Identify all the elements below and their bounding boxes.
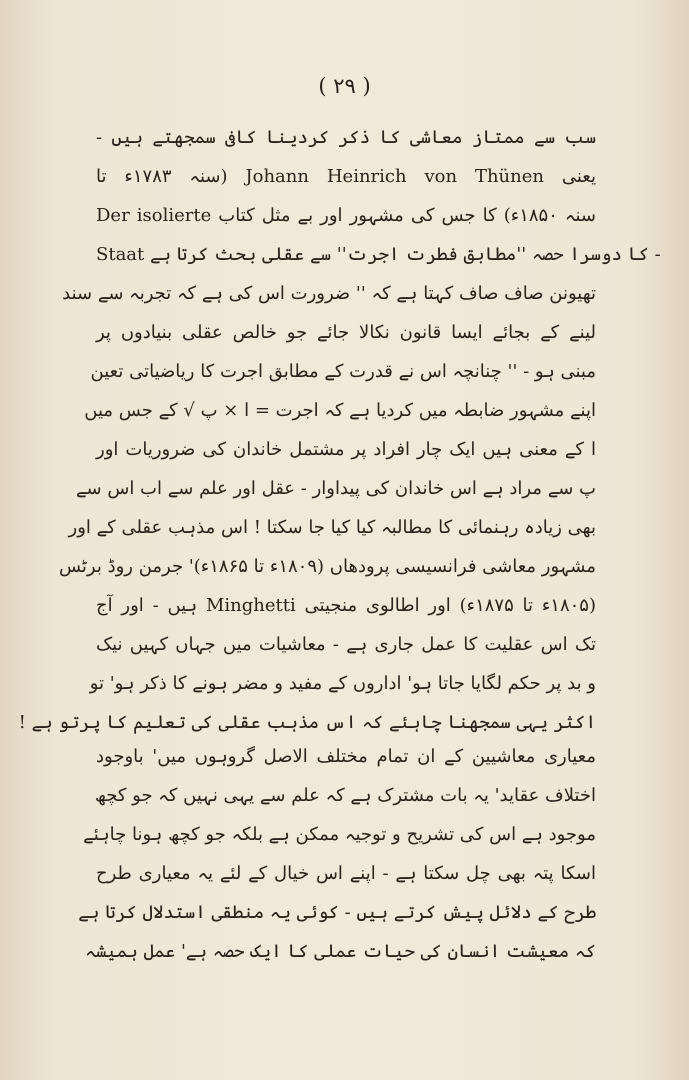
text-line: پ سے مراد ہے اس خاندان کی پیداوار - عقل اور علم سے اب اس سے xyxy=(76,478,596,499)
text-line: و بد پر حکم لگایا جاتا ہو' اداروں کے مفید و مضر ہونے کا ذکر ہو' تو xyxy=(89,673,596,694)
text-line: لینے کے بجائے ایسا قانون نکالا جائے جو خالص عقلی بنیادوں پر xyxy=(96,322,596,343)
text-line: کہ معیشت انسان کی حیات عملی کا ایک حصہ ہے' عمل ہمیشہ xyxy=(85,941,596,962)
text-line: مبنی ہو - '' چنانچہ اس نے قدرت کے مطابق اجرت کا ریاضیاتی تعین xyxy=(90,361,596,382)
text-line: یعنی Johann Heinrich von Thünen (سنہ ۱۷۸۳ء تا xyxy=(96,166,596,187)
text-line: مشہور معاشی فرانسیسی پرودھاں (۱۸۰۹ء تا ۱۸۶۵ء)' جرمن روڈ برٹس xyxy=(58,556,596,577)
text-line: اپنے مشہور ضابطہ میں کردیا ہے کہ اجرت = ا × پ √ کے جس میں xyxy=(84,400,596,421)
text-line: معیاری معاشیین کے ان تمام مختلف الاصل گروہوں میں' باوجود xyxy=(96,746,596,767)
text-line: Staat کا دوسرا حصہ ''مطابق فطرت اجرت'' سے عقلی بحث کرتا ہے - xyxy=(96,244,661,265)
text-line: سنہ ۱۸۵۰ء) کا جس کی مشہور اور بے مثل کتاب Der isolierte xyxy=(96,205,596,226)
text-line: تک اس عقلیت کا عمل جاری ہے - معاشیات میں جہاں کہیں نیک xyxy=(96,634,596,655)
text-line: سب سے ممتاز معاشی کا ذکر کردینا کافی سمجھتے ہیں - xyxy=(96,127,596,148)
text-line: (۱۸۰۵ء تا ۱۸۷۵ء) اور اطالوی منجیتی Minghetti ہیں - اور آج xyxy=(96,595,596,616)
page-number: ( ۲۹ ) xyxy=(318,74,371,98)
text-line: اختلاف عقاید' یہ بات مشترک ہے کہ علم سے یہی نہیں کہ جو کچھ xyxy=(94,785,596,806)
text-line: ا کے معنی ہیں ایک چار افراد پر مشتمل خاندان کی ضروریات اور xyxy=(96,439,596,460)
text-line: طرح کے دلائل پیش کرتے ہیں - کوئی یہ منطقی استدلال کرتا ہے xyxy=(78,902,596,923)
paragraph-2 xyxy=(78,737,596,971)
text-line: اسکا پتہ بھی چل سکتا ہے - اپنے اس خیال کے لئے یہ معیاری طرح xyxy=(96,863,596,884)
paragraph-1 xyxy=(18,118,661,742)
text-line: تھیونن صاف صاف کہتا ہے کہ '' ضرورت اس کی ہے کہ تجربہ سے سند xyxy=(62,283,596,304)
text-line: موجود ہے اس کی تشریح و توجیہ ممکن ہے بلکہ جو کچھ ہونا چاہئے xyxy=(83,824,596,845)
text-line: بھی زیادہ رہنمائی کا مطالبہ کیا کیا جا سکتا ! اس مذہب عقلی کے اور xyxy=(68,517,596,538)
text-line: اکثر یہی سمجھنا چاہئے کہ اس مذہب عقلی کی تعلیم کا پرتو ہے ! xyxy=(18,712,596,733)
